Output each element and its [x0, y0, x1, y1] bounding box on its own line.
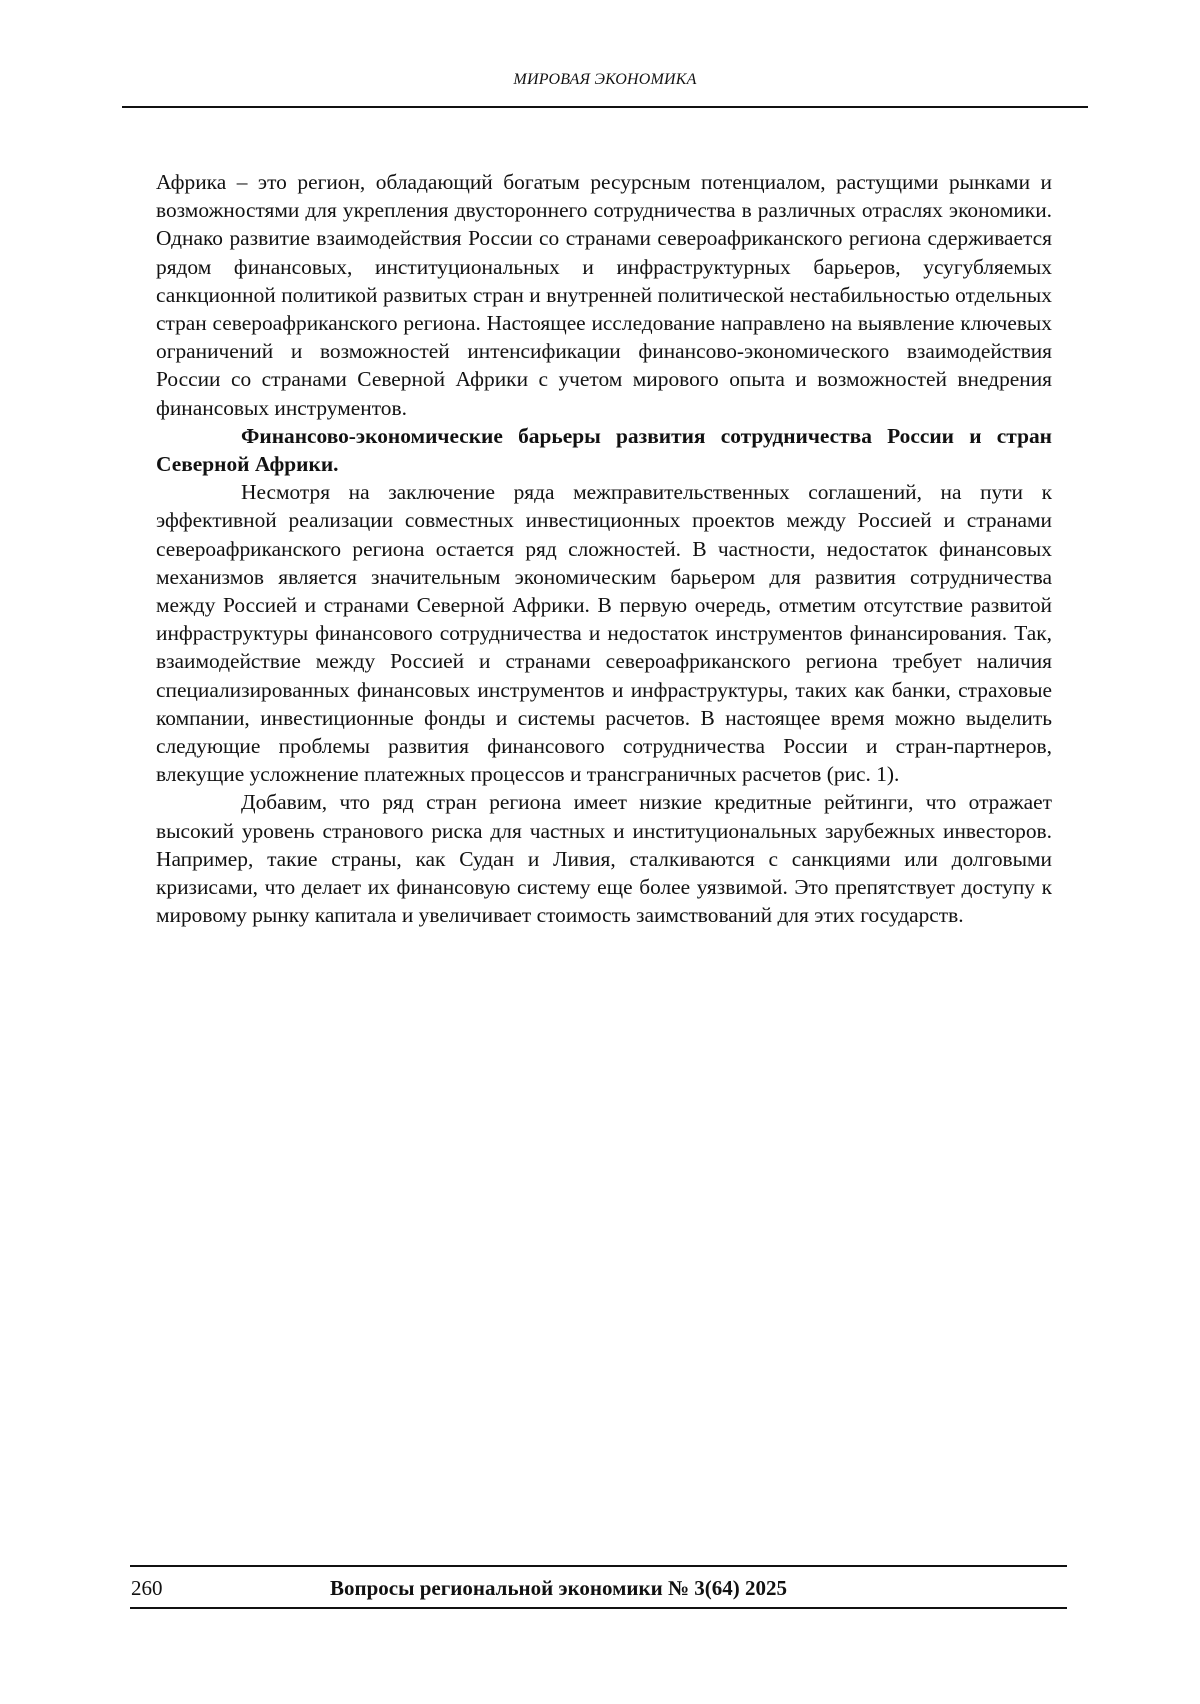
- journal-title: Вопросы региональной экономики № 3(64) 2025: [330, 1576, 788, 1600]
- article-body: [156, 168, 1052, 929]
- running-title: МИРОВАЯ ЭКОНОМИКА: [513, 71, 697, 88]
- section-heading: Финансово-экономические барьеры развития сотрудничества России и стран Северной Африки.: [156, 423, 1052, 477]
- page-number: 260: [131, 1576, 163, 1600]
- paragraph-credit-ratings: Добавим, что ряд стран региона имеет низкие кредитные рейтинги, что отражает высокий уровень странового риска для частных и институциональных зарубежных инвесторов. Например, такие страны, как Судан и Ливия, сталкиваются с санкциями или долговыми кризисами, что делает их финансовую систему еще более уязвимой. Это препятствует доступу к мировому рынку капитала и увеличивает стоимость заимствований для этих государств.: [156, 790, 1052, 928]
- page-header: [122, 62, 1088, 108]
- page-footer: [130, 1565, 1067, 1609]
- paragraph-barriers: Несмотря на заключение ряда межправительственных соглашений, на пути к эффективной реализации совместных инвестиционных проектов между Россией и странами североафриканского региона остается ряд сложностей. В частности, недостаток финансовых механизмов является значительным экономическим барьером для развития сотрудничества между Россией и странами Северной Африки. В первую очередь, отметим отсутствие развитой инфраструктуры финансового сотрудничества и недостаток инструментов финансирования. Так, взаимодействие между Россией и странами североафриканского региона требует наличия специализированных финансовых инструментов и инфраструктуры, таких как банки, страховые компании, инвестиционные фонды и системы расчетов. В настоящее время можно выделить следующие проблемы развития финансового сотрудничества России и стран-партнеров, влекущие усложнение платежных процессов и трансграничных расчетов (рис. 1).: [156, 480, 1052, 787]
- paragraph-intro: Африка – это регион, обладающий богатым ресурсным потенциалом, растущими рынками и возможностями для укрепления двустороннего сотрудничества в различных отраслях экономики. Однако развитие взаимодействия России со странами североафриканского региона сдерживается рядом финансовых, институциональных и инфраструктурных барьеров, усугубляемых санкционной политикой развитых стран и внутренней политической нестабильностью отдельных стран североафриканского региона. Настоящее исследование направлено на выявление ключевых ограничений и возможностей интенсификации финансово-экономического взаимодействия России со странами Северной Африки с учетом мирового опыта и возможностей внедрения финансовых инструментов.: [156, 170, 1052, 420]
